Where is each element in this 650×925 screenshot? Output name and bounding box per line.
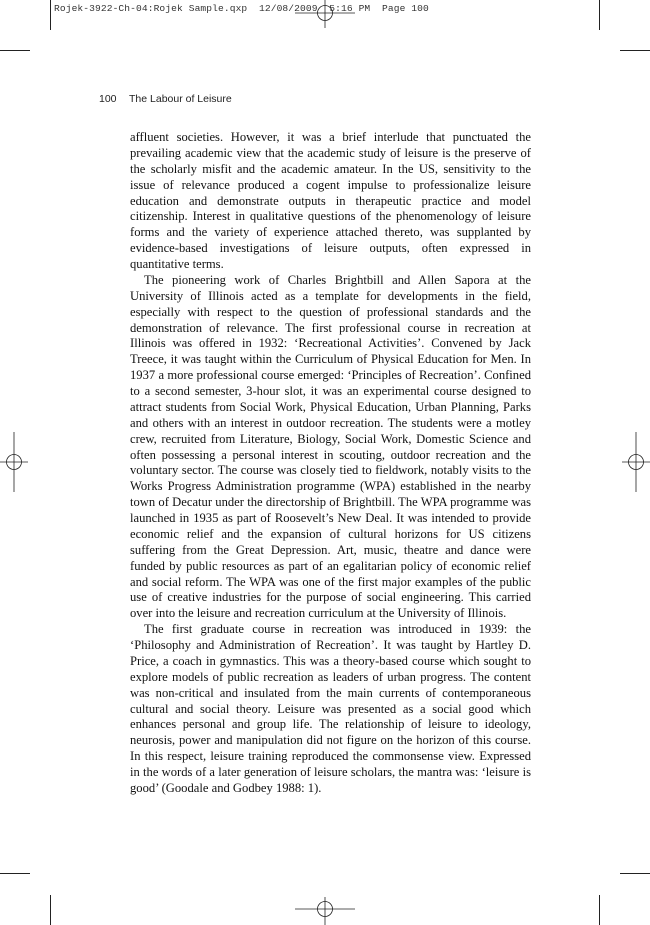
crop-mark-top-left-v (50, 0, 51, 30)
crop-mark-bottom-left-v (50, 895, 51, 925)
crop-mark-top-right-h (620, 50, 650, 51)
print-slug: Rojek-3922-Ch-04:Rojek Sample.qxp 12/08/2009 5:16 PM Page 100 (54, 3, 429, 14)
registration-mark-bottom-icon (295, 897, 355, 925)
page-number: 100 (99, 93, 117, 105)
crop-mark-bottom-left-h (0, 873, 30, 874)
body-text (130, 130, 531, 797)
crop-mark-top-right-v (599, 0, 600, 30)
crop-mark-bottom-right-h (620, 873, 650, 874)
running-head-title: The Labour of Leisure (129, 93, 232, 105)
paragraph: The first graduate course in recreation was introduced in 1939: the ‘Philosophy and Administration of Recreation’. It was taught by Hartley D. Price, a coach in gymnastics. This was a theory-based course which sought to explore models of public recreation as leaders of urban progress. The content was non-critical and insulated from the main currents of contemporaneous cultural and social theory. Leisure was presented as a social good which enhances personal and group life. The relationship of leisure to ideology, neurosis, power and manipulation did not figure on the horizon of this course. In this respect, leisure training reproduced the commonsense view. Expressed in the words of a later generation of leisure scholars, the mantra was: ‘leisure is good’ (Goodale and Godbey 1988: 1). (130, 622, 531, 795)
paragraph: affluent societies. However, it was a brief interlude that punctuated the prevailing academic view that the academic study of leisure is the preserve of the scholarly misfit and the academic amateur. In the US, sensitivity to the issue of relevance produced a cogent impulse to professionalize leisure education and demonstrate outputs in therapeutic practice and model citizenship. Interest in qualitative questions of the phenomenology of leisure forms and the variety of experience attached thereto, was supplanted by evidence-based investigations of leisure outputs, often expressed in quantitative terms. (130, 130, 531, 271)
crop-mark-top-left-h (0, 50, 30, 51)
registration-mark-left-icon (0, 432, 28, 492)
paragraph: The pioneering work of Charles Brightbill and Allen Sapora at the University of Illinois acted as a template for developments in the field, especially with respect to the question of professional standards and the demonstration of relevance. The first professional course in recreation at Illinois was offered in 1932: ‘Recreational Activities’. Convened by Jack Treece, it was taught within the Curriculum of Physical Education for Men. In 1937 a more professional course emerged: ‘Principles of Recreation’. Confined to a second semester, 3-hour slot, it was an experimental course designed to attract students from Social Work, Physical Education, Urban Planning, Parks and others with an interest in outdoor recreation. The students were a motley crew, recruited from Literature, Biology, Social Work, Domestic Science and often possessing a personal interest in scouting, outdoor recreation and the voluntary sector. The course was closely tied to fieldwork, notably visits to the Works Progress Administration programme (WPA) established in the nearby town of Decatur under the directorship of Brightbill. The WPA programme was launched in 1935 as part of Roosevelt’s New Deal. It was intended to provide economic relief and the expansion of cultural horizons for US citizens suffering from the Great Depression. Art, music, theatre and dance were funded by public resources as part of an egalitarian policy of economic relief and social reform. The WPA was one of the first major examples of the public use of creative industries for the purpose of social engineering. This carried over into the leisure and recreation curriculum at the University of Illinois. (130, 272, 531, 621)
registration-mark-right-icon (622, 432, 650, 492)
registration-mark-top-icon (295, 0, 355, 28)
running-head (99, 93, 232, 105)
crop-mark-bottom-right-v (599, 895, 600, 925)
